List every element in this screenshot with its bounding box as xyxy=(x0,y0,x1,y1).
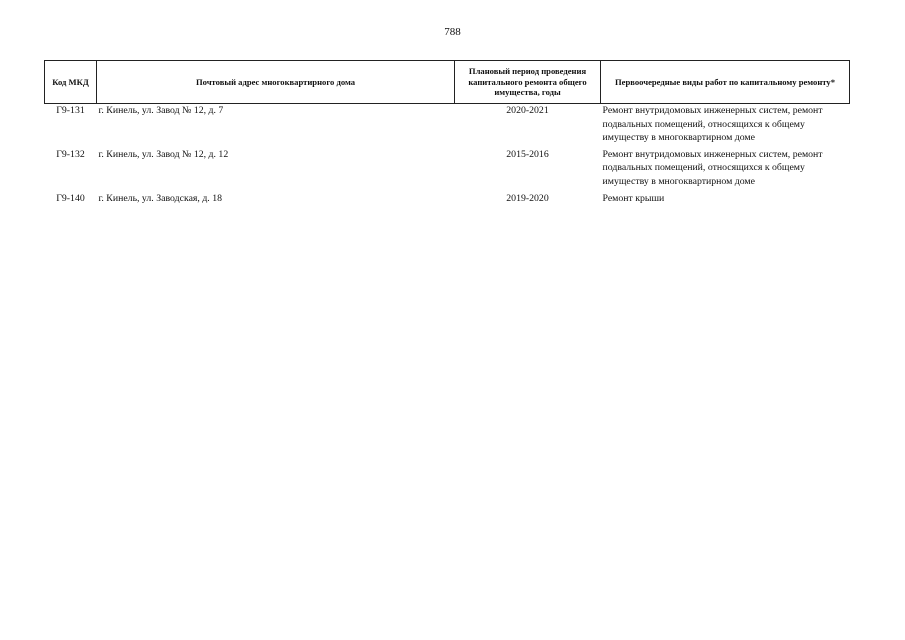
cell-code: Г9-131 xyxy=(56,105,85,116)
capital-repair-table xyxy=(44,60,850,208)
cell-period: 2019-2020 xyxy=(506,192,549,204)
cell-code: Г9-132 xyxy=(56,148,85,160)
cell-period: 2020-2021 xyxy=(506,105,549,116)
cell-address: г. Кинель, ул. Заводская, д. 18 xyxy=(98,192,222,204)
table-row xyxy=(45,192,850,209)
cell-code: Г9-140 xyxy=(56,192,85,204)
cell-address: г. Кинель, ул. Завод № 12, д. 7 xyxy=(98,105,224,116)
table-header-row xyxy=(45,61,850,104)
table-body xyxy=(45,104,850,209)
cell-works: Ремонт внутридомовых инженерных систем, ремонт подвальных помещений, относящихся к общему имуществу в многоквартирном доме xyxy=(602,148,823,187)
table-row xyxy=(45,104,850,148)
column-header-works: Первоочередные виды работ по капитальному ремонту* xyxy=(601,61,850,104)
table-row xyxy=(45,148,850,192)
column-header-address: Почтовый адрес многоквартирного дома xyxy=(97,61,455,104)
cell-period: 2015-2016 xyxy=(506,148,549,160)
cell-works: Ремонт крыши xyxy=(602,192,665,204)
cell-address: г. Кинель, ул. Завод № 12, д. 12 xyxy=(98,148,229,160)
column-header-period: Плановый период проведения капитального ремонта общего имущества, годы xyxy=(455,61,601,104)
cell-works: Ремонт внутридомовых инженерных систем, ремонт подвальных помещений, относящихся к общему имуществу в многоквартирном доме xyxy=(602,105,823,144)
column-header-code: Код МКД xyxy=(45,61,97,104)
page-number: 788 xyxy=(444,26,461,38)
